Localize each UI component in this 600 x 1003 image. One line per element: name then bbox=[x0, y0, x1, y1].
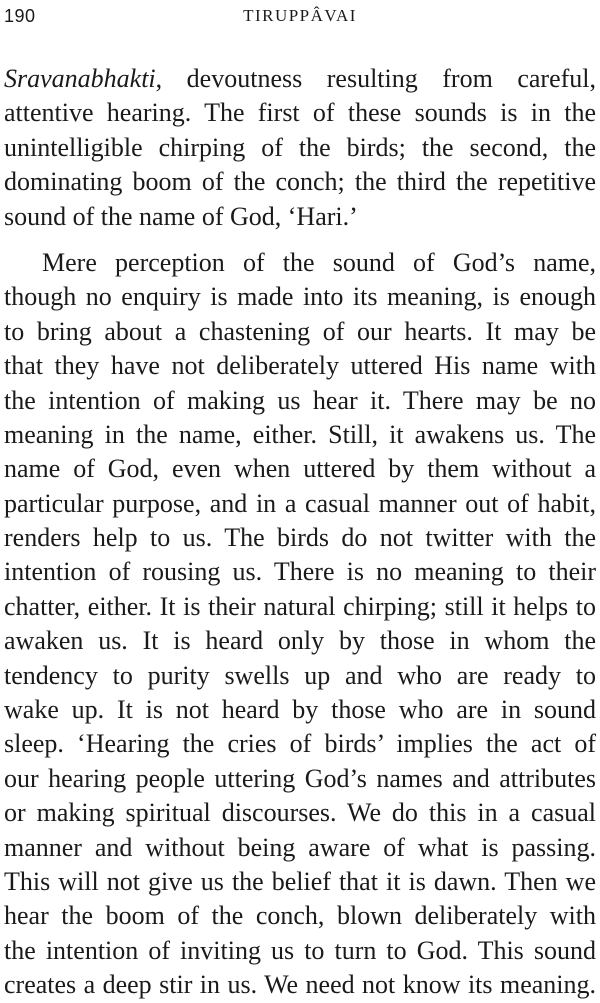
text-line: our hearing people uttering God’s names and attributes bbox=[4, 763, 596, 793]
text-line: creates a deep stir in us. We need not know its meaning. bbox=[4, 970, 596, 1000]
text-line: sleep. ‘Hearing the cries of birds’ implies the act of bbox=[4, 729, 596, 759]
text-line: name of God, even when uttered by them without a bbox=[4, 454, 596, 484]
text-line: dominating boom of the conch; the third the repetitive bbox=[4, 167, 596, 197]
text-line: particular purpose, and in a casual manner out of habit, bbox=[4, 488, 596, 518]
text-line: manner and without being aware of what is passing. bbox=[4, 832, 596, 862]
text-line: chatter, either. It is their natural chirping; still it helps to bbox=[4, 591, 596, 621]
text-line: sound of the name of God, ‘Hari.’ bbox=[4, 201, 358, 231]
text-line: that they have not deliberately uttered His name with bbox=[4, 351, 596, 381]
running-head bbox=[0, 4, 600, 30]
text-line: renders help to us. The birds do not twitter with the bbox=[4, 523, 596, 553]
italic-term: Sravanabhakti bbox=[4, 64, 156, 93]
text-line: hear the boom of the conch, blown deliberately with bbox=[4, 901, 596, 931]
page-number: 190 bbox=[4, 6, 36, 26]
text-line: the intention of inviting us to turn to God. This sound bbox=[4, 935, 596, 965]
text-line: intention of rousing us. There is no meaning to their bbox=[4, 557, 596, 587]
text-line: unintelligible chirping of the birds; the second, the bbox=[4, 132, 596, 162]
paragraph bbox=[4, 62, 596, 234]
text-line bbox=[4, 62, 596, 96]
paragraph-gap bbox=[4, 234, 596, 246]
text-line: the intention of making us hear it. There may be no bbox=[4, 385, 596, 415]
line-text: , devoutness resulting from careful, bbox=[155, 64, 596, 93]
text-line: or making spiritual discourses. We do this in a casual bbox=[4, 798, 596, 828]
text-line: wake up. It is not heard by those who are in sound bbox=[4, 695, 596, 725]
text-line: attentive hearing. The first of these sounds is in the bbox=[4, 98, 596, 128]
text-line: to bring about a chastening of our hearts. It may be bbox=[4, 316, 596, 346]
text-line: tendency to purity swells up and who are ready to bbox=[4, 660, 596, 690]
paragraph bbox=[4, 246, 596, 1003]
running-title: TIRUPPÂVAI bbox=[243, 6, 357, 25]
text-line: meaning in the name, either. Still, it awakens us. The bbox=[4, 419, 596, 449]
text-line: This will not give us the belief that it is dawn. Then we bbox=[4, 866, 596, 896]
body-text bbox=[4, 62, 596, 1003]
text-line: Mere perception of the sound of God’s name, bbox=[42, 247, 596, 277]
text-line: though no enquiry is made into its meaning, is enough bbox=[4, 282, 596, 312]
text-line: awaken us. It is heard only by those in whom the bbox=[4, 626, 596, 656]
